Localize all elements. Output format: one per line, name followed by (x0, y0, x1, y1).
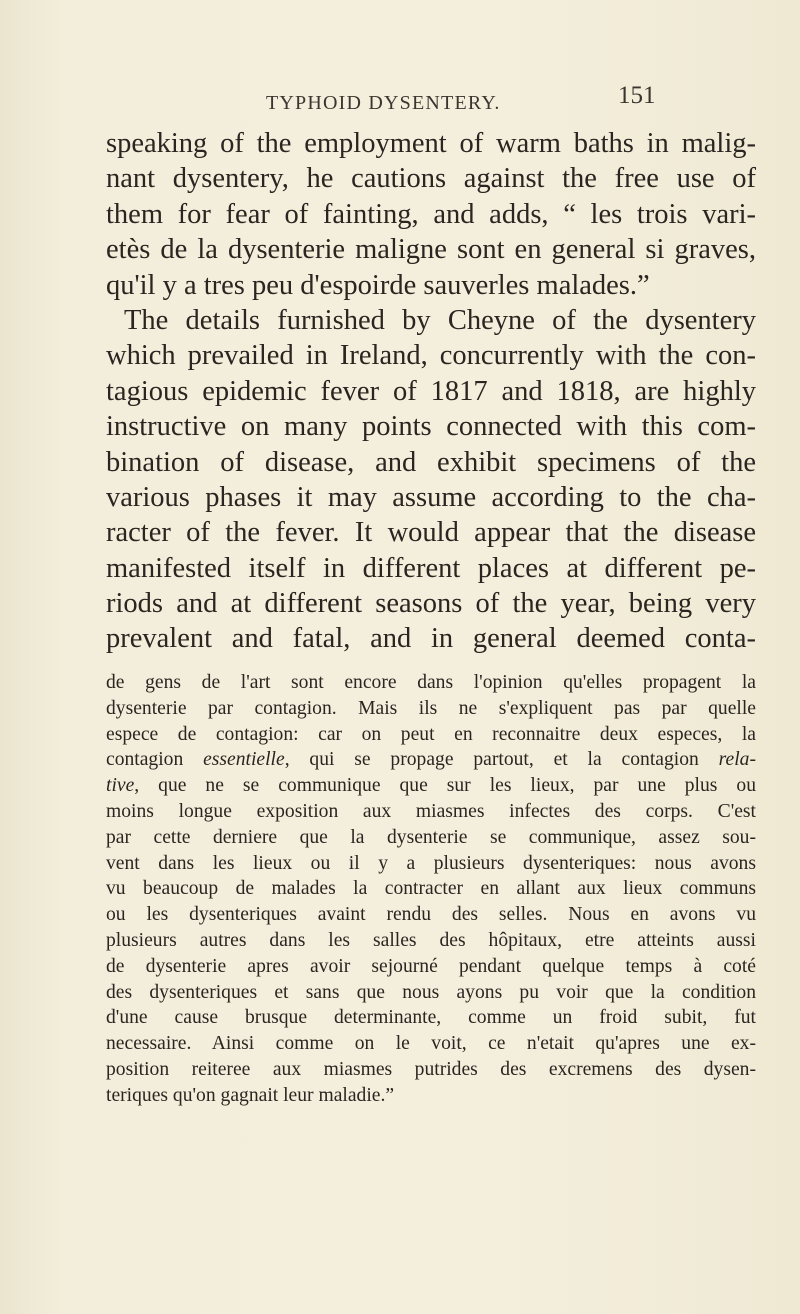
text-line: tagious epidemic fever of 1817 and 1818, are highly (106, 375, 756, 407)
footnote-line: necessaire. Ainsi comme on le voit, ce n'etait qu'apres une ex- (106, 1033, 756, 1055)
footnote-line: ou les dysenteriques avaint rendu des selles. Nous en avons vu (106, 904, 756, 926)
text-line: riods and at different seasons of the year, being very (106, 588, 756, 620)
footnote-line: tive, que ne se communique que sur les lieux, par une plus ou (106, 775, 756, 797)
footnote-line: espece de contagion: car on peut en reconnaitre deux especes, la (106, 723, 756, 745)
footnote-line: des dysenteriques et sans que nous ayons pu voir que la condition (106, 981, 756, 1003)
footnote-line: de dysenterie apres avoir sejourné pendant quelque temps à coté (106, 955, 756, 977)
text-line: manifested itself in different places at different pe- (106, 552, 756, 584)
footnote-line: position reiteree aux miasmes putrides des excremens des dysen- (106, 1058, 756, 1080)
text-line: which prevailed in Ireland, concurrently with the con- (106, 340, 756, 372)
footnote-line: dysenterie par contagion. Mais ils ne s'expliquent pas par quelle (106, 697, 756, 719)
text-line: nant dysentery, he cautions against the free use of (106, 163, 756, 195)
text-line: prevalent and fatal, and in general deemed conta- (106, 623, 756, 655)
running-title: TYPHOID DYSENTERY. (266, 92, 501, 114)
footnote-line: contagion essentielle, qui se propage partout, et la contagion rela- (106, 749, 756, 771)
footnote-block (106, 670, 756, 1109)
text-line: various phases it may assume according to the cha- (106, 481, 756, 513)
text-line: speaking of the employment of warm baths in malig- (106, 128, 756, 159)
footnote-line: de gens de l'art sont encore dans l'opinion qu'elles propagent la (106, 672, 756, 693)
footnote-line: d'une cause brusque determinante, comme un froid subit, fut (106, 1007, 756, 1029)
running-head (40, 82, 760, 122)
footnote-line: vent dans les lieux ou il y a plusieurs dysenteriques: nous avons (106, 852, 756, 874)
main-text-block (106, 126, 756, 657)
footnote-line: moins longue exposition aux miasmes infectes des corps. C'est (106, 800, 756, 822)
text-line: qu'il y a tres peu d'espoirde sauverles malades.” (106, 269, 650, 301)
text-line: The details furnished by Cheyne of the dysentery (124, 304, 756, 336)
text-line: instructive on many points connected with this com- (106, 411, 756, 443)
text-line: racter of the fever. It would appear that the disease (106, 517, 756, 549)
text-line: bination of disease, and exhibit specimens of the (106, 446, 756, 478)
footnote-line: vu beaucoup de malades la contracter en allant aux lieux communs (106, 878, 756, 900)
footnote-line: teriques qu'on gagnait leur maladie.” (106, 1084, 395, 1106)
text-line: them for fear of fainting, and adds, “ les trois vari- (106, 198, 756, 230)
page-number: 151 (618, 82, 656, 109)
footnote-line: plusieurs autres dans les salles des hôpitaux, etre atteints aussi (106, 929, 756, 951)
footnote-line: par cette derniere que la dysenterie se communique, assez sou- (106, 826, 756, 848)
text-line: etès de la dysenterie maligne sont en general si graves, (106, 234, 756, 266)
